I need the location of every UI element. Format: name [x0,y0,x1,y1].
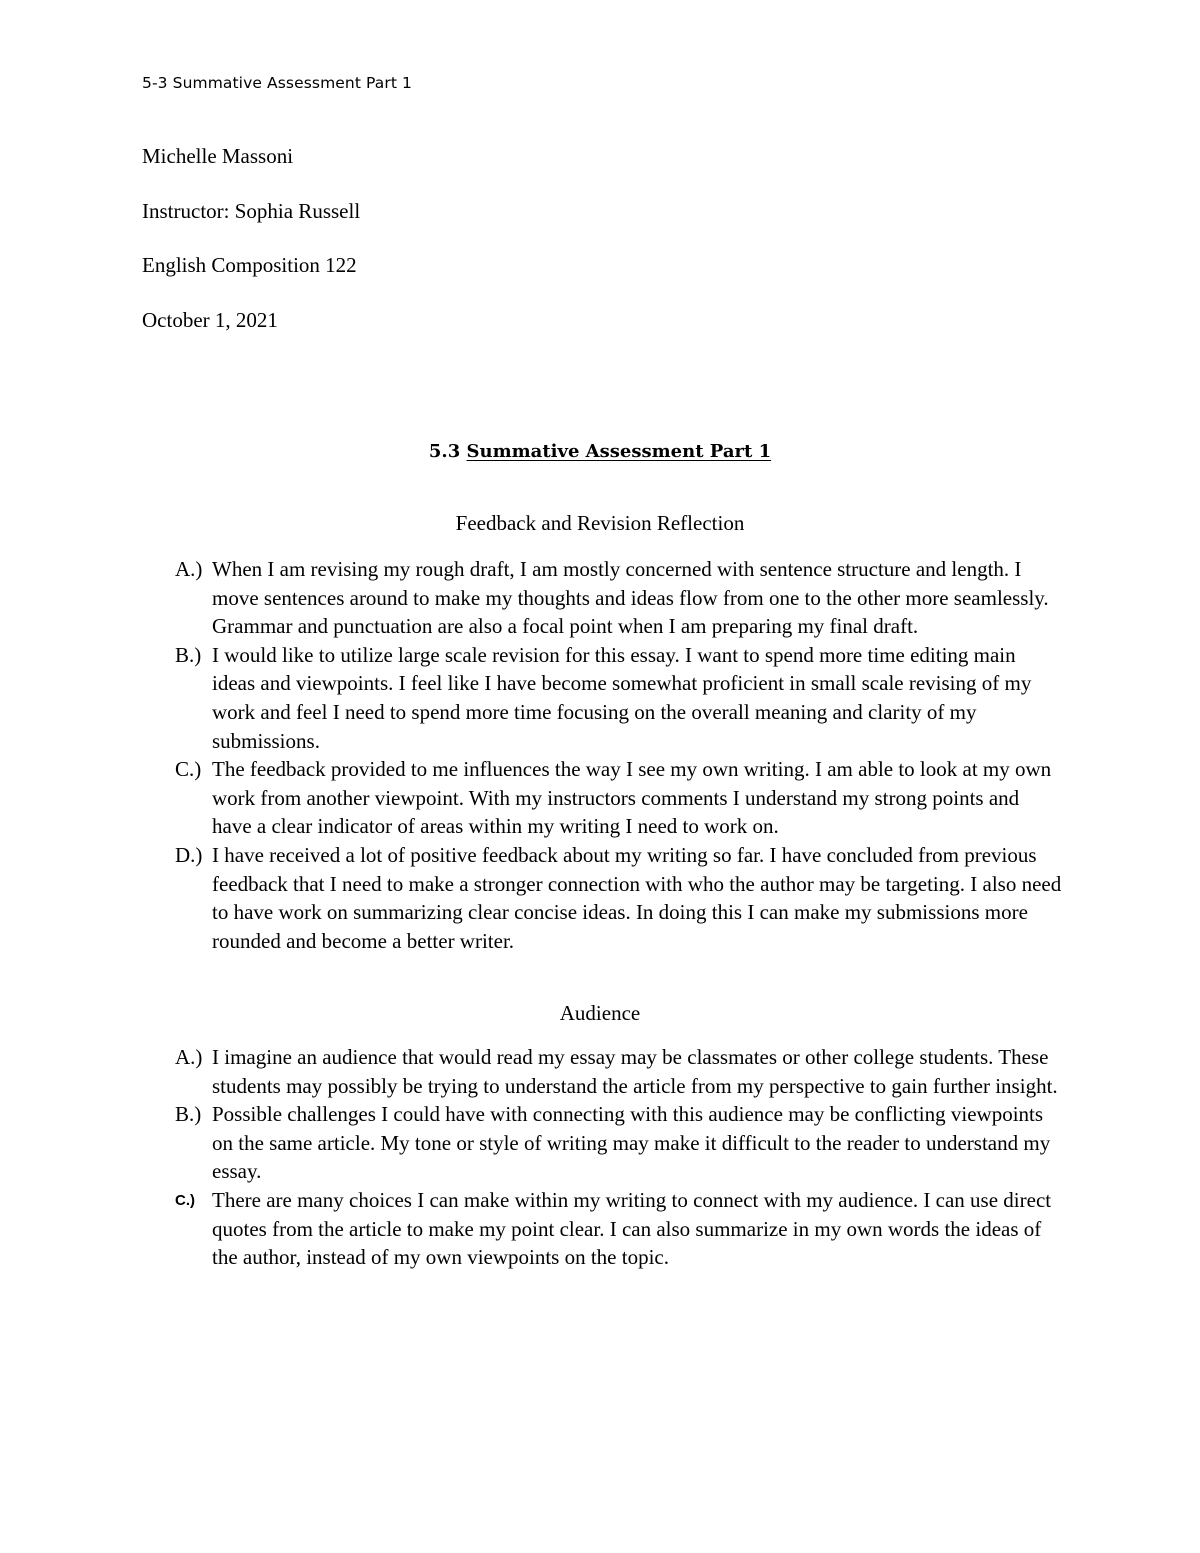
list-item [142,841,1062,955]
student-name: Michelle Massoni [142,144,294,168]
list-item [142,555,1062,641]
list-marker: C.) [175,757,202,782]
list-item-text: When I am revising my rough draft, I am mostly concerned with sentence structure and length. I move sentences around to make my thoughts and ideas flow from one to the other more seamlessly. Grammar and punctuation are also a focal point when I am preparing my final draft. [212,557,1049,639]
list-item-text: I imagine an audience that would read my essay may be classmates or other college students. These students may possibly be trying to understand the article from my perspective to gain further insight. [212,1045,1058,1098]
list-item-text: The feedback provided to me influences the way I see my own writing. I am able to look at my own work from another viewpoint. With my instructors comments I understand my strong points and have a clear indicator of areas within my writing I need to work on. [212,757,1052,839]
list-item [142,641,1062,755]
audience-list [142,1043,1062,1272]
section-heading-audience: Audience [559,1001,641,1025]
title-number: 5.3 [428,441,467,462]
list-marker: C.) [175,1191,195,1209]
list-item-text: I would like to utilize large scale revision for this essay. I want to spend more time editing main ideas and viewpoints. I feel like I have become somewhat proficient in small scale revising of my work and feel I need to spend more time focusing on the overall meaning and clarity of my submissions. [212,642,1032,753]
list-item [142,755,1062,841]
list-item-text: I have received a lot of positive feedback about my writing so far. I have concluded from previous feedback that I need to make a stronger connection with who the author may be targeting. I also need to have work on summarizing clear concise ideas. In doing this I can make my submissions more rounded and become a better writer. [212,842,1062,953]
document-title [0,438,1200,466]
list-item [142,1186,1062,1272]
instructor-line: Instructor: Sophia Russell [142,198,361,223]
section-heading-feedback: Feedback and Revision Reflection [455,511,745,535]
date-line: October 1, 2021 [142,307,278,332]
list-item-text: There are many choices I can make within my writing to connect with my audience. I can use direct quotes from the article to make my point clear. I can also summarize in my own words the ideas of the author, instead of my own viewpoints on the topic. [212,1187,1052,1270]
list-marker: A.) [175,557,203,581]
list-marker: A.) [175,1045,203,1069]
list-marker: D.) [175,842,203,867]
list-item-text: Possible challenges I could have with connecting with this audience may be conflicting viewpoints on the same article. My tone or style of writing may make it difficult to the reader to understand my essay. [212,1102,1051,1184]
title-text: Summative Assessment Part 1 [466,441,772,462]
list-item [142,1043,1062,1100]
list-marker: B.) [175,642,202,667]
running-header: 5-3 Summative Assessment Part 1 [142,74,413,92]
student-info-block [142,142,360,360]
list-marker: B.) [175,1102,202,1127]
course-line: English Composition 122 [142,253,357,277]
list-item [142,1100,1062,1186]
feedback-list [142,555,1062,955]
